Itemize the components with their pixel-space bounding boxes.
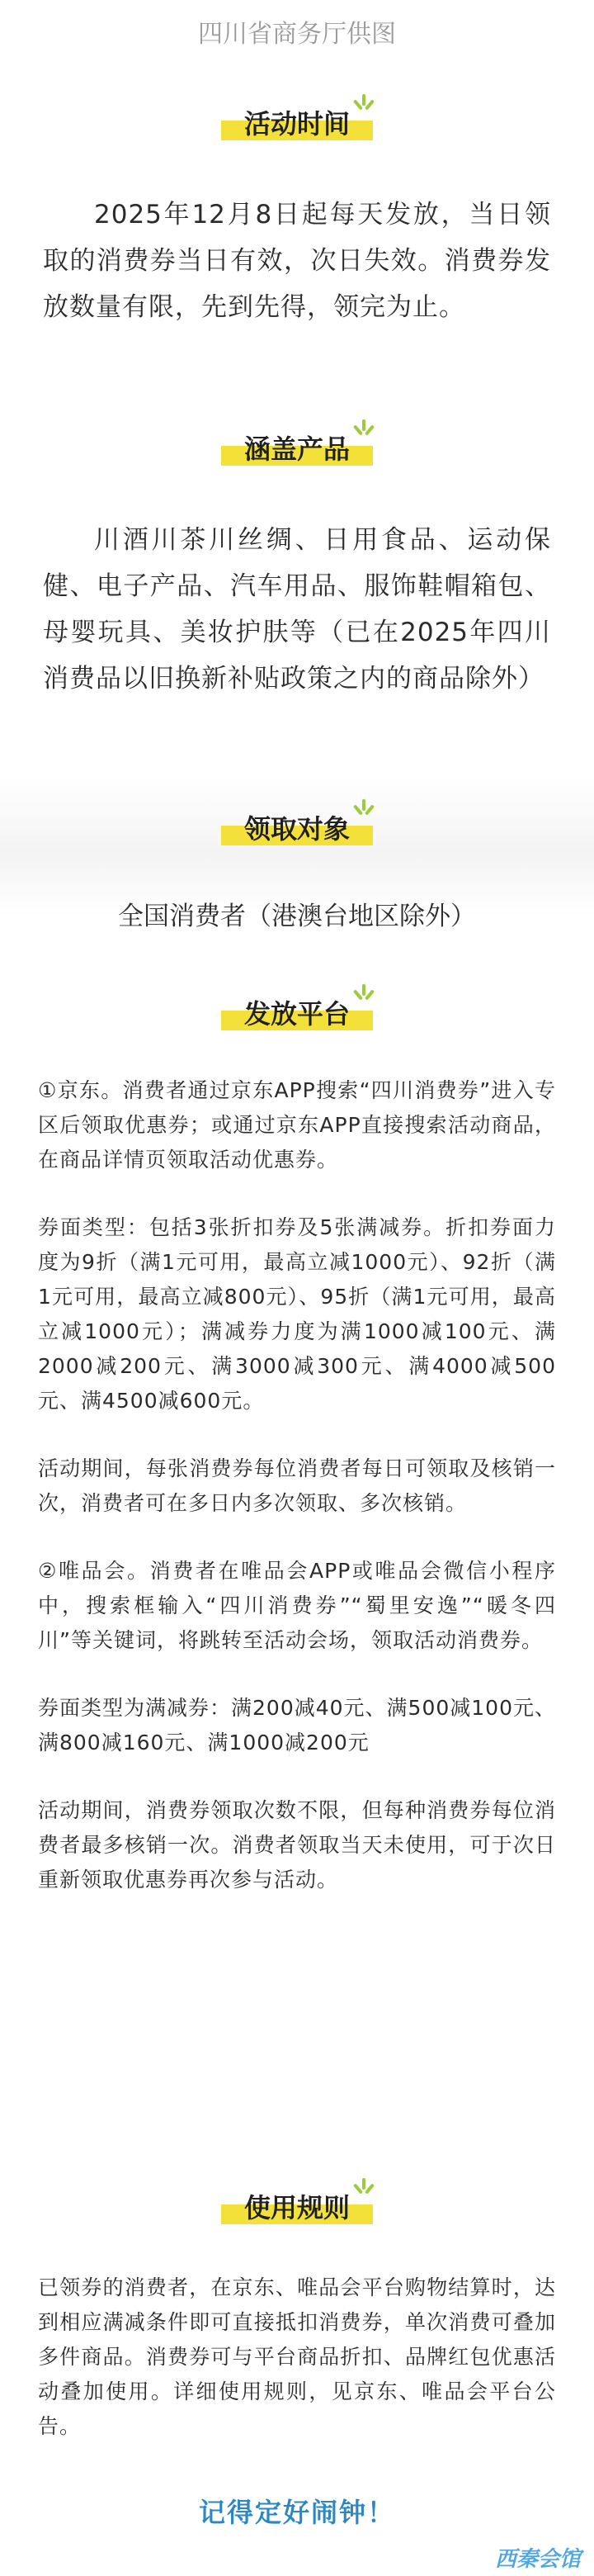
section-heading-platform: 发放平台 <box>214 996 380 1032</box>
section-target <box>0 811 594 847</box>
reminder-text: 记得定好闹钟！ <box>198 2497 395 2528</box>
section-heading-target: 领取对象 <box>214 811 380 847</box>
platform-paragraph-vip: ②唯品会。消费者在唯品会APP或唯品会微信小程序中，搜索框输入“四川消费券”“蜀里安逸”“暖冬四川”等关键词，将跳转至活动会场，领取活动消费券。 <box>38 1559 556 1652</box>
sparkle-icon <box>355 799 373 817</box>
section-heading-time: 活动时间 <box>214 106 380 142</box>
platform-paragraph-vip-period: 活动期间，消费券领取次数不限，但每种消费券每位消费者最多核销一次。消费者领取当天未使用，可于次日重新领取优惠券再次参与活动。 <box>38 1798 556 1892</box>
section-heading-products: 涵盖产品 <box>214 431 380 467</box>
section-heading-rules: 使用规则 <box>214 2190 380 2226</box>
sparkle-icon <box>355 2178 373 2196</box>
rules-text: 已领券的消费者，在京东、唯品会平台购物结算时，达到相应满减条件即可直接抵扣消费券，单次消费可叠加多件商品。消费券可与平台商品折扣、品牌红包优惠活动叠加使用。详细使用规则，见京东、唯品会平台公告。 <box>38 2275 556 2438</box>
platform-paragraph-jd-coupons: 券面类型：包括3张折扣券及5张满减券。折扣券面力度为9折（满1元可用，最高立减1000元）、92折（满1元可用，最高立减800元）、95折（满1元可用，最高立减1000元）；满减券力度为满1000减100元、满2000减200元、满3000减300元、满4000减500元、满4500减600元。 <box>38 1215 556 1413</box>
platform-paragraph-jd-period: 活动期间，每张消费券每位消费者每日可领取及核销一次，消费者可在多日内多次领取、多次核销。 <box>38 1456 556 1515</box>
sparkle-icon <box>355 419 373 438</box>
section-rules <box>0 2190 594 2226</box>
platform-paragraph-vip-coupons: 券面类型为满减券：满200减40元、满500减100元、满800减160元、满1000减200元 <box>38 1696 556 1754</box>
section-time <box>0 106 594 142</box>
section-platform <box>0 996 594 1032</box>
platform-paragraph-jd: ①京东。消费者通过京东APP搜索“四川消费券”进入专区后领取优惠券；或通过京东APP直接搜索活动商品，在商品详情页领取活动优惠券。 <box>38 1078 556 1172</box>
products-text: 川酒川茶川丝绸、日用食品、运动保健、电子产品、汽车用品、服饰鞋帽箱包、母婴玩具、美妆护肤等（已在2025年四川消费品以旧换新补贴政策之内的商品除外） <box>43 525 551 694</box>
sparkle-icon <box>355 984 373 1002</box>
target-text: 全国消费者（港澳台地区除外） <box>118 902 476 931</box>
watermark-logo: 西秦会馆 <box>494 2547 581 2572</box>
source-caption: 四川省商务厅供图 <box>198 20 396 49</box>
sparkle-icon <box>355 94 373 112</box>
time-text: 2025年12月8日起每天发放，当日领取的消费券当日有效，次日失效。消费券发放数量有限，先到先得，领完为止。 <box>43 200 551 322</box>
section-products <box>0 431 594 467</box>
